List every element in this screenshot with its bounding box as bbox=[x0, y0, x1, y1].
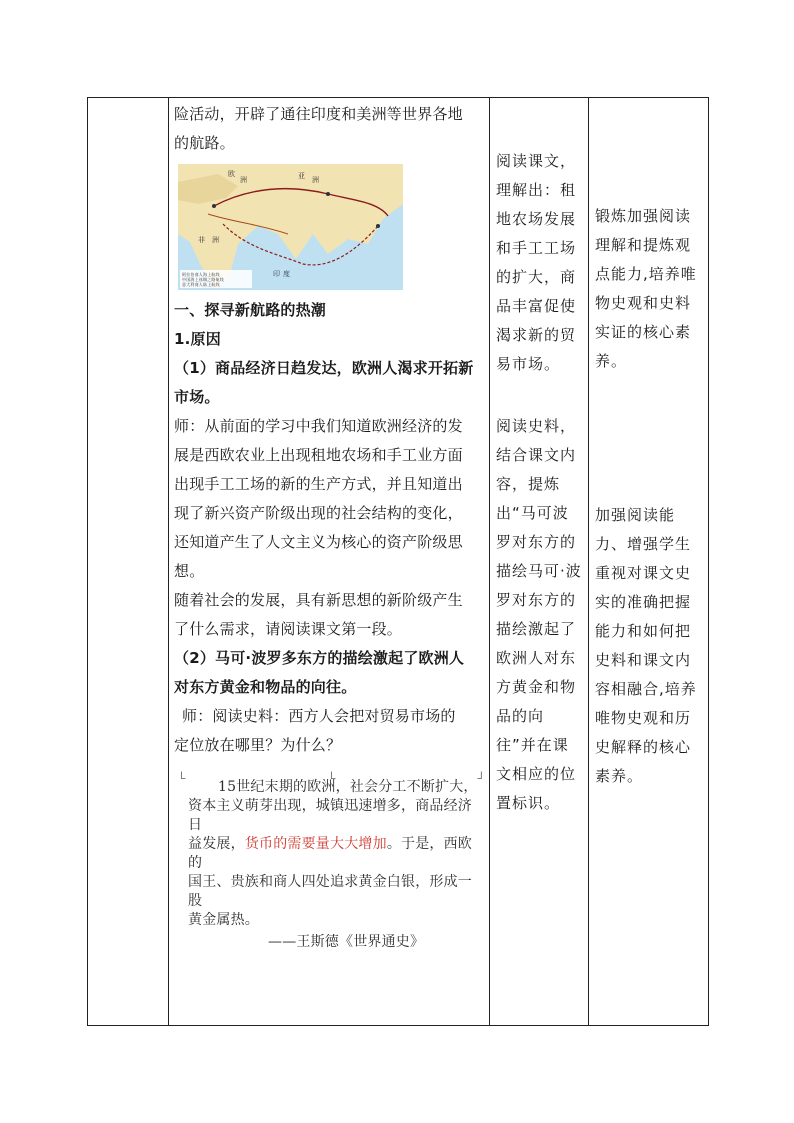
quote-line-2: 资本主义萌芽出现，城镇迅速增多，商品经济日 bbox=[188, 798, 472, 833]
map-label-asia2: 洲 bbox=[312, 176, 320, 184]
teacher-question-line-1: 师：阅读史料：西方人会把对贸易市场的 bbox=[182, 707, 456, 725]
intro-line-2: 的航路。 bbox=[174, 134, 235, 152]
map-city-dot bbox=[326, 192, 330, 196]
map-city-dot bbox=[376, 224, 380, 228]
map-label-europe: 欧 bbox=[228, 170, 236, 178]
quote-line-5: 黄金属热。 bbox=[188, 912, 259, 928]
map-city-dot bbox=[212, 204, 216, 208]
teacher-para-line-2: 展是西欧农业上出现租地农场和手工业方面 bbox=[174, 446, 463, 464]
map-image bbox=[178, 164, 403, 290]
map-label-india: 印 bbox=[273, 270, 281, 278]
map-label-europe2: 洲 bbox=[240, 176, 248, 184]
teacher-para-line-1: 师：从前面的学习中我们知道欧洲经济的发 bbox=[174, 417, 463, 435]
teacher-question-line-2: 定位放在哪里？为什么？ bbox=[174, 736, 342, 754]
corner-mark-icon: ᒪ bbox=[330, 771, 336, 782]
teacher-para-line-6: 想。 bbox=[174, 562, 205, 580]
teacher-para-line-4: 现了新兴资产阶级出现的社会结构的变化， bbox=[174, 504, 463, 522]
stage-cell bbox=[88, 98, 169, 1026]
quote-highlight: 货币的需要量大大增加 bbox=[244, 836, 387, 852]
teacher-para-line-5: 还知道产生了人文主义为核心的资产阶级思 bbox=[174, 533, 463, 551]
design-intent-cell bbox=[589, 98, 709, 1026]
question-line-2: 了什么需求，请阅读课文第一段。 bbox=[174, 620, 403, 638]
historical-quote bbox=[180, 771, 485, 952]
question-line-1: 随着社会的发展，具有新思想的新阶级产生 bbox=[174, 591, 463, 609]
teaching-content-cell bbox=[169, 98, 490, 1026]
map-label-africa2: 洲 bbox=[212, 236, 220, 244]
map-legend-2: 中国海上丝绸之路航线 bbox=[182, 277, 224, 282]
point-2-line-1: （2）马可·波罗多东方的描绘激起了欧洲人 bbox=[174, 649, 465, 667]
student-activity-1: 阅读课文，理解出：租地农场发展和手工工场的扩大，商品丰富促使渴求新的贸易市场。 bbox=[496, 152, 577, 373]
lesson-plan-table bbox=[87, 97, 709, 1026]
section-title: 一、探寻新航路的热潮 bbox=[174, 301, 327, 319]
design-intent-1: 锻炼加强阅读理解和提炼观点能力,培养唯物史观和史料实证的核心素养。 bbox=[595, 207, 697, 370]
quote-line-1: 15世纪末期的欧洲，社会分工不断扩大， bbox=[218, 779, 478, 795]
teacher-para-line-3: 出现手工工场的新的生产方式，并且知道出 bbox=[174, 475, 463, 493]
design-intent-2: 加强阅读能力、增强学生重视对课文史实的准确把握能力和如何把史料和课文内容相融合,培养唯物史观和历史解释的核心素养。 bbox=[595, 506, 697, 785]
map-label-africa: 非 bbox=[198, 236, 206, 244]
corner-mark-icon: ᒧ bbox=[476, 771, 483, 782]
point-1-line-1: （1）商品经济日趋发达，欧洲人渴求开拓新 bbox=[174, 359, 474, 377]
point-1-line-2: 市场。 bbox=[174, 388, 220, 406]
quote-line-3a: 益发展， bbox=[188, 836, 245, 852]
quote-line-4: 国王、贵族和商人四处追求黄金白银，形成一股 bbox=[188, 874, 472, 909]
map-label-asia: 亚 bbox=[298, 172, 306, 180]
point-2-line-2: 对东方黄金和物品的向往。 bbox=[174, 678, 357, 696]
quote-line-3b: 。于是，西欧的 bbox=[188, 836, 473, 871]
corner-mark-icon: ᒪ bbox=[180, 771, 186, 782]
student-activity-2: 阅读史料，结合课文内容，提炼出“马可波罗对东方的描绘马可·波罗对东方的描绘激起了欧洲人对东方黄金和物品的向往”并在课文相应的位置标识。 bbox=[496, 417, 582, 812]
map-label-ocean: 度 bbox=[283, 270, 291, 278]
trade-route-map bbox=[178, 164, 403, 290]
map-legend-3: 意大利商人陆上航线 bbox=[182, 282, 220, 287]
map-legend-1: 阿拉伯商人海上航线 bbox=[182, 272, 220, 277]
student-activity-cell bbox=[490, 98, 589, 1026]
quote-line-3 bbox=[188, 835, 479, 873]
quote-source: ——王斯德《世界通史》 bbox=[268, 934, 425, 950]
sub-title: 1.原因 bbox=[174, 330, 221, 348]
intro-line-1: 险活动，开辟了通往印度和美洲等世界各地 bbox=[174, 105, 463, 123]
